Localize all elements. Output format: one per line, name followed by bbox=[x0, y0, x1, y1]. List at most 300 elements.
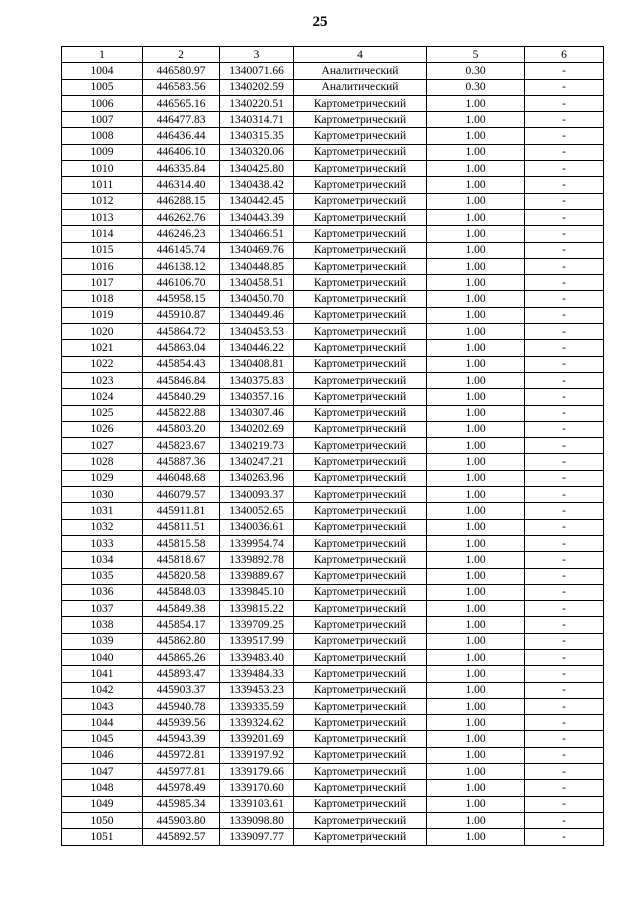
accuracy-cell: 1.00 bbox=[427, 682, 525, 698]
method-cell: Картометрический bbox=[294, 193, 427, 209]
table-row bbox=[62, 698, 604, 714]
method-cell: Картометрический bbox=[294, 177, 427, 193]
x-coordinate-cell: 445820.58 bbox=[143, 568, 220, 584]
y-coordinate-cell: 1340263.96 bbox=[220, 470, 294, 486]
method-cell: Картометрический bbox=[294, 242, 427, 258]
table-row bbox=[62, 552, 604, 568]
accuracy-cell: 1.00 bbox=[427, 405, 525, 421]
note-cell: - bbox=[525, 193, 604, 209]
point-number-cell: 1044 bbox=[62, 715, 143, 731]
y-coordinate-cell: 1340425.80 bbox=[220, 161, 294, 177]
x-coordinate-cell: 446406.10 bbox=[143, 144, 220, 160]
table-row bbox=[62, 715, 604, 731]
table-row bbox=[62, 503, 604, 519]
accuracy-cell: 1.00 bbox=[427, 747, 525, 763]
note-cell: - bbox=[525, 454, 604, 470]
y-coordinate-cell: 1340093.37 bbox=[220, 487, 294, 503]
accuracy-cell: 1.00 bbox=[427, 226, 525, 242]
method-cell: Картометрический bbox=[294, 601, 427, 617]
accuracy-cell: 1.00 bbox=[427, 356, 525, 372]
table-row bbox=[62, 633, 604, 649]
x-coordinate-cell: 445865.26 bbox=[143, 649, 220, 665]
accuracy-cell: 1.00 bbox=[427, 324, 525, 340]
method-cell: Картометрический bbox=[294, 226, 427, 242]
table-row bbox=[62, 356, 604, 372]
y-coordinate-cell: 1339954.74 bbox=[220, 535, 294, 551]
point-number-cell: 1004 bbox=[62, 63, 143, 79]
method-cell: Картометрический bbox=[294, 389, 427, 405]
point-number-cell: 1013 bbox=[62, 209, 143, 225]
note-cell: - bbox=[525, 731, 604, 747]
y-coordinate-cell: 1339709.25 bbox=[220, 617, 294, 633]
table-row bbox=[62, 226, 604, 242]
point-number-cell: 1032 bbox=[62, 519, 143, 535]
note-cell: - bbox=[525, 584, 604, 600]
point-number-cell: 1020 bbox=[62, 324, 143, 340]
x-coordinate-cell: 445811.51 bbox=[143, 519, 220, 535]
method-cell: Картометрический bbox=[294, 307, 427, 323]
accuracy-cell: 1.00 bbox=[427, 601, 525, 617]
x-coordinate-cell: 445985.34 bbox=[143, 796, 220, 812]
x-coordinate-cell: 445818.67 bbox=[143, 552, 220, 568]
coordinates-table bbox=[61, 46, 604, 846]
table-row bbox=[62, 372, 604, 388]
table-row bbox=[62, 649, 604, 665]
note-cell: - bbox=[525, 487, 604, 503]
header-col-1: 1 bbox=[62, 47, 143, 63]
x-coordinate-cell: 445910.87 bbox=[143, 307, 220, 323]
method-cell: Картометрический bbox=[294, 682, 427, 698]
point-number-cell: 1007 bbox=[62, 112, 143, 128]
table-row bbox=[62, 177, 604, 193]
note-cell: - bbox=[525, 242, 604, 258]
accuracy-cell: 1.00 bbox=[427, 307, 525, 323]
y-coordinate-cell: 1340036.61 bbox=[220, 519, 294, 535]
method-cell: Картометрический bbox=[294, 209, 427, 225]
table-row bbox=[62, 421, 604, 437]
x-coordinate-cell: 445903.37 bbox=[143, 682, 220, 698]
y-coordinate-cell: 1339517.99 bbox=[220, 633, 294, 649]
y-coordinate-cell: 1340052.65 bbox=[220, 503, 294, 519]
x-coordinate-cell: 445864.72 bbox=[143, 324, 220, 340]
table-row bbox=[62, 438, 604, 454]
accuracy-cell: 1.00 bbox=[427, 421, 525, 437]
accuracy-cell: 1.00 bbox=[427, 95, 525, 111]
y-coordinate-cell: 1340375.83 bbox=[220, 372, 294, 388]
point-number-cell: 1014 bbox=[62, 226, 143, 242]
table-row bbox=[62, 307, 604, 323]
y-coordinate-cell: 1339815.22 bbox=[220, 601, 294, 617]
table-row bbox=[62, 242, 604, 258]
method-cell: Картометрический bbox=[294, 535, 427, 551]
header-col-5: 5 bbox=[427, 47, 525, 63]
point-number-cell: 1022 bbox=[62, 356, 143, 372]
accuracy-cell: 1.00 bbox=[427, 780, 525, 796]
point-number-cell: 1043 bbox=[62, 698, 143, 714]
accuracy-cell: 1.00 bbox=[427, 698, 525, 714]
point-number-cell: 1010 bbox=[62, 161, 143, 177]
accuracy-cell: 1.00 bbox=[427, 487, 525, 503]
note-cell: - bbox=[525, 764, 604, 780]
point-number-cell: 1017 bbox=[62, 275, 143, 291]
y-coordinate-cell: 1339324.62 bbox=[220, 715, 294, 731]
accuracy-cell: 1.00 bbox=[427, 666, 525, 682]
point-number-cell: 1018 bbox=[62, 291, 143, 307]
method-cell: Картометрический bbox=[294, 95, 427, 111]
point-number-cell: 1039 bbox=[62, 633, 143, 649]
accuracy-cell: 1.00 bbox=[427, 829, 525, 845]
method-cell: Картометрический bbox=[294, 747, 427, 763]
accuracy-cell: 1.00 bbox=[427, 242, 525, 258]
page-number: 25 bbox=[312, 14, 328, 30]
y-coordinate-cell: 1339484.33 bbox=[220, 666, 294, 682]
x-coordinate-cell: 445848.03 bbox=[143, 584, 220, 600]
y-coordinate-cell: 1339097.77 bbox=[220, 829, 294, 845]
point-number-cell: 1045 bbox=[62, 731, 143, 747]
method-cell: Картометрический bbox=[294, 438, 427, 454]
y-coordinate-cell: 1340443.39 bbox=[220, 209, 294, 225]
y-coordinate-cell: 1340449.46 bbox=[220, 307, 294, 323]
point-number-cell: 1029 bbox=[62, 470, 143, 486]
table-row bbox=[62, 128, 604, 144]
table-row bbox=[62, 747, 604, 763]
accuracy-cell: 1.00 bbox=[427, 764, 525, 780]
note-cell: - bbox=[525, 649, 604, 665]
x-coordinate-cell: 446079.57 bbox=[143, 487, 220, 503]
y-coordinate-cell: 1339453.23 bbox=[220, 682, 294, 698]
table-row bbox=[62, 584, 604, 600]
note-cell: - bbox=[525, 128, 604, 144]
y-coordinate-cell: 1340307.46 bbox=[220, 405, 294, 421]
accuracy-cell: 1.00 bbox=[427, 731, 525, 747]
accuracy-cell: 1.00 bbox=[427, 633, 525, 649]
table-row bbox=[62, 796, 604, 812]
note-cell: - bbox=[525, 356, 604, 372]
point-number-cell: 1008 bbox=[62, 128, 143, 144]
x-coordinate-cell: 446262.76 bbox=[143, 209, 220, 225]
point-number-cell: 1048 bbox=[62, 780, 143, 796]
x-coordinate-cell: 445939.56 bbox=[143, 715, 220, 731]
y-coordinate-cell: 1340458.51 bbox=[220, 275, 294, 291]
x-coordinate-cell: 446246.23 bbox=[143, 226, 220, 242]
table-row bbox=[62, 487, 604, 503]
accuracy-cell: 1.00 bbox=[427, 209, 525, 225]
note-cell: - bbox=[525, 372, 604, 388]
note-cell: - bbox=[525, 503, 604, 519]
x-coordinate-cell: 445803.20 bbox=[143, 421, 220, 437]
method-cell: Картометрический bbox=[294, 715, 427, 731]
note-cell: - bbox=[525, 226, 604, 242]
note-cell: - bbox=[525, 812, 604, 828]
y-coordinate-cell: 1339201.69 bbox=[220, 731, 294, 747]
point-number-cell: 1015 bbox=[62, 242, 143, 258]
y-coordinate-cell: 1339170.60 bbox=[220, 780, 294, 796]
note-cell: - bbox=[525, 421, 604, 437]
note-cell: - bbox=[525, 633, 604, 649]
table-row bbox=[62, 112, 604, 128]
y-coordinate-cell: 1340450.70 bbox=[220, 291, 294, 307]
note-cell: - bbox=[525, 552, 604, 568]
y-coordinate-cell: 1340071.66 bbox=[220, 63, 294, 79]
accuracy-cell: 1.00 bbox=[427, 340, 525, 356]
x-coordinate-cell: 445846.84 bbox=[143, 372, 220, 388]
x-coordinate-cell: 445862.80 bbox=[143, 633, 220, 649]
accuracy-cell: 1.00 bbox=[427, 144, 525, 160]
x-coordinate-cell: 445815.58 bbox=[143, 535, 220, 551]
note-cell: - bbox=[525, 601, 604, 617]
method-cell: Картометрический bbox=[294, 405, 427, 421]
point-number-cell: 1026 bbox=[62, 421, 143, 437]
note-cell: - bbox=[525, 275, 604, 291]
method-cell: Картометрический bbox=[294, 731, 427, 747]
table-row bbox=[62, 324, 604, 340]
point-number-cell: 1040 bbox=[62, 649, 143, 665]
note-cell: - bbox=[525, 682, 604, 698]
note-cell: - bbox=[525, 79, 604, 95]
table-row bbox=[62, 258, 604, 274]
accuracy-cell: 0.30 bbox=[427, 79, 525, 95]
table-row bbox=[62, 340, 604, 356]
note-cell: - bbox=[525, 307, 604, 323]
note-cell: - bbox=[525, 715, 604, 731]
method-cell: Картометрический bbox=[294, 568, 427, 584]
table-row bbox=[62, 95, 604, 111]
accuracy-cell: 1.00 bbox=[427, 454, 525, 470]
y-coordinate-cell: 1339892.78 bbox=[220, 552, 294, 568]
accuracy-cell: 1.00 bbox=[427, 470, 525, 486]
x-coordinate-cell: 445940.78 bbox=[143, 698, 220, 714]
table-row bbox=[62, 812, 604, 828]
point-number-cell: 1042 bbox=[62, 682, 143, 698]
point-number-cell: 1037 bbox=[62, 601, 143, 617]
point-number-cell: 1036 bbox=[62, 584, 143, 600]
method-cell: Картометрический bbox=[294, 356, 427, 372]
note-cell: - bbox=[525, 405, 604, 421]
x-coordinate-cell: 446583.56 bbox=[143, 79, 220, 95]
note-cell: - bbox=[525, 63, 604, 79]
accuracy-cell: 1.00 bbox=[427, 177, 525, 193]
accuracy-cell: 1.00 bbox=[427, 584, 525, 600]
note-cell: - bbox=[525, 112, 604, 128]
x-coordinate-cell: 446048.68 bbox=[143, 470, 220, 486]
x-coordinate-cell: 446580.97 bbox=[143, 63, 220, 79]
note-cell: - bbox=[525, 438, 604, 454]
accuracy-cell: 1.00 bbox=[427, 438, 525, 454]
note-cell: - bbox=[525, 177, 604, 193]
point-number-cell: 1023 bbox=[62, 372, 143, 388]
y-coordinate-cell: 1340448.85 bbox=[220, 258, 294, 274]
point-number-cell: 1047 bbox=[62, 764, 143, 780]
table-row bbox=[62, 209, 604, 225]
x-coordinate-cell: 445958.15 bbox=[143, 291, 220, 307]
method-cell: Картометрический bbox=[294, 812, 427, 828]
y-coordinate-cell: 1340466.51 bbox=[220, 226, 294, 242]
y-coordinate-cell: 1340220.51 bbox=[220, 95, 294, 111]
y-coordinate-cell: 1339103.61 bbox=[220, 796, 294, 812]
method-cell: Картометрический bbox=[294, 552, 427, 568]
y-coordinate-cell: 1340453.53 bbox=[220, 324, 294, 340]
x-coordinate-cell: 445854.17 bbox=[143, 617, 220, 633]
point-number-cell: 1016 bbox=[62, 258, 143, 274]
method-cell: Картометрический bbox=[294, 275, 427, 291]
accuracy-cell: 1.00 bbox=[427, 258, 525, 274]
note-cell: - bbox=[525, 780, 604, 796]
x-coordinate-cell: 445887.36 bbox=[143, 454, 220, 470]
note-cell: - bbox=[525, 258, 604, 274]
header-col-2: 2 bbox=[143, 47, 220, 63]
note-cell: - bbox=[525, 666, 604, 682]
note-cell: - bbox=[525, 470, 604, 486]
header-col-4: 4 bbox=[294, 47, 427, 63]
accuracy-cell: 1.00 bbox=[427, 161, 525, 177]
method-cell: Картометрический bbox=[294, 144, 427, 160]
accuracy-cell: 1.00 bbox=[427, 519, 525, 535]
note-cell: - bbox=[525, 161, 604, 177]
table-row bbox=[62, 291, 604, 307]
method-cell: Картометрический bbox=[294, 764, 427, 780]
point-number-cell: 1019 bbox=[62, 307, 143, 323]
y-coordinate-cell: 1340469.76 bbox=[220, 242, 294, 258]
note-cell: - bbox=[525, 144, 604, 160]
y-coordinate-cell: 1340446.22 bbox=[220, 340, 294, 356]
y-coordinate-cell: 1339197.92 bbox=[220, 747, 294, 763]
note-cell: - bbox=[525, 519, 604, 535]
table-row bbox=[62, 519, 604, 535]
table-row bbox=[62, 601, 604, 617]
x-coordinate-cell: 445977.81 bbox=[143, 764, 220, 780]
y-coordinate-cell: 1339098.80 bbox=[220, 812, 294, 828]
point-number-cell: 1033 bbox=[62, 535, 143, 551]
x-coordinate-cell: 446106.70 bbox=[143, 275, 220, 291]
note-cell: - bbox=[525, 747, 604, 763]
table-row bbox=[62, 568, 604, 584]
y-coordinate-cell: 1340314.71 bbox=[220, 112, 294, 128]
y-coordinate-cell: 1340357.16 bbox=[220, 389, 294, 405]
x-coordinate-cell: 445823.67 bbox=[143, 438, 220, 454]
point-number-cell: 1027 bbox=[62, 438, 143, 454]
method-cell: Картометрический bbox=[294, 161, 427, 177]
table-body bbox=[62, 63, 604, 845]
method-cell: Картометрический bbox=[294, 503, 427, 519]
note-cell: - bbox=[525, 209, 604, 225]
method-cell: Картометрический bbox=[294, 128, 427, 144]
note-cell: - bbox=[525, 796, 604, 812]
accuracy-cell: 1.00 bbox=[427, 389, 525, 405]
point-number-cell: 1011 bbox=[62, 177, 143, 193]
point-number-cell: 1050 bbox=[62, 812, 143, 828]
table-row bbox=[62, 617, 604, 633]
table-row bbox=[62, 731, 604, 747]
point-number-cell: 1024 bbox=[62, 389, 143, 405]
note-cell: - bbox=[525, 617, 604, 633]
x-coordinate-cell: 446314.40 bbox=[143, 177, 220, 193]
x-coordinate-cell: 445849.38 bbox=[143, 601, 220, 617]
point-number-cell: 1049 bbox=[62, 796, 143, 812]
table-row bbox=[62, 79, 604, 95]
point-number-cell: 1021 bbox=[62, 340, 143, 356]
note-cell: - bbox=[525, 324, 604, 340]
x-coordinate-cell: 445911.81 bbox=[143, 503, 220, 519]
point-number-cell: 1030 bbox=[62, 487, 143, 503]
note-cell: - bbox=[525, 829, 604, 845]
accuracy-cell: 1.00 bbox=[427, 112, 525, 128]
note-cell: - bbox=[525, 389, 604, 405]
x-coordinate-cell: 446565.16 bbox=[143, 95, 220, 111]
point-number-cell: 1025 bbox=[62, 405, 143, 421]
point-number-cell: 1009 bbox=[62, 144, 143, 160]
y-coordinate-cell: 1340219.73 bbox=[220, 438, 294, 454]
method-cell: Картометрический bbox=[294, 829, 427, 845]
note-cell: - bbox=[525, 535, 604, 551]
y-coordinate-cell: 1340315.35 bbox=[220, 128, 294, 144]
table-row bbox=[62, 63, 604, 79]
y-coordinate-cell: 1339889.67 bbox=[220, 568, 294, 584]
x-coordinate-cell: 445903.80 bbox=[143, 812, 220, 828]
table-header-row bbox=[62, 47, 604, 63]
point-number-cell: 1038 bbox=[62, 617, 143, 633]
method-cell: Картометрический bbox=[294, 112, 427, 128]
y-coordinate-cell: 1340320.06 bbox=[220, 144, 294, 160]
y-coordinate-cell: 1340408.81 bbox=[220, 356, 294, 372]
note-cell: - bbox=[525, 340, 604, 356]
point-number-cell: 1005 bbox=[62, 79, 143, 95]
y-coordinate-cell: 1339845.10 bbox=[220, 584, 294, 600]
y-coordinate-cell: 1340442.45 bbox=[220, 193, 294, 209]
point-number-cell: 1041 bbox=[62, 666, 143, 682]
method-cell: Аналитический bbox=[294, 63, 427, 79]
x-coordinate-cell: 446145.74 bbox=[143, 242, 220, 258]
y-coordinate-cell: 1340438.42 bbox=[220, 177, 294, 193]
accuracy-cell: 1.00 bbox=[427, 372, 525, 388]
point-number-cell: 1031 bbox=[62, 503, 143, 519]
table-row bbox=[62, 454, 604, 470]
y-coordinate-cell: 1340247.21 bbox=[220, 454, 294, 470]
accuracy-cell: 1.00 bbox=[427, 193, 525, 209]
table-row bbox=[62, 193, 604, 209]
method-cell: Картометрический bbox=[294, 666, 427, 682]
point-number-cell: 1012 bbox=[62, 193, 143, 209]
point-number-cell: 1028 bbox=[62, 454, 143, 470]
table-row bbox=[62, 829, 604, 845]
point-number-cell: 1006 bbox=[62, 95, 143, 111]
note-cell: - bbox=[525, 95, 604, 111]
x-coordinate-cell: 446477.83 bbox=[143, 112, 220, 128]
method-cell: Картометрический bbox=[294, 519, 427, 535]
header-col-6: 6 bbox=[525, 47, 604, 63]
table-row bbox=[62, 682, 604, 698]
method-cell: Картометрический bbox=[294, 633, 427, 649]
method-cell: Картометрический bbox=[294, 796, 427, 812]
x-coordinate-cell: 445892.57 bbox=[143, 829, 220, 845]
method-cell: Картометрический bbox=[294, 372, 427, 388]
accuracy-cell: 1.00 bbox=[427, 568, 525, 584]
x-coordinate-cell: 445893.47 bbox=[143, 666, 220, 682]
point-number-cell: 1035 bbox=[62, 568, 143, 584]
y-coordinate-cell: 1339483.40 bbox=[220, 649, 294, 665]
table-row bbox=[62, 764, 604, 780]
note-cell: - bbox=[525, 568, 604, 584]
accuracy-cell: 1.00 bbox=[427, 715, 525, 731]
y-coordinate-cell: 1340202.59 bbox=[220, 79, 294, 95]
table-row bbox=[62, 535, 604, 551]
y-coordinate-cell: 1339335.59 bbox=[220, 698, 294, 714]
y-coordinate-cell: 1339179.66 bbox=[220, 764, 294, 780]
method-cell: Аналитический bbox=[294, 79, 427, 95]
x-coordinate-cell: 445854.43 bbox=[143, 356, 220, 372]
method-cell: Картометрический bbox=[294, 617, 427, 633]
table-row bbox=[62, 470, 604, 486]
x-coordinate-cell: 445978.49 bbox=[143, 780, 220, 796]
